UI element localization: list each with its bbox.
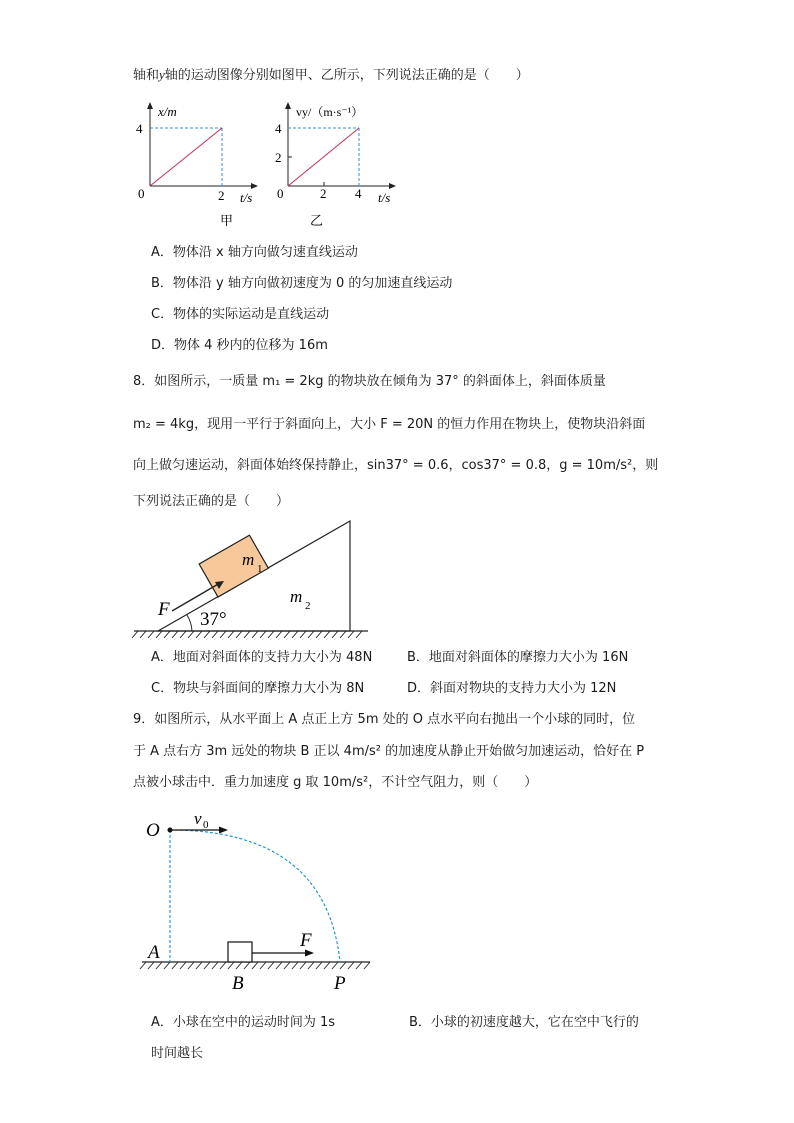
q8-force-arrow xyxy=(172,583,220,611)
q8-block-label-main: m xyxy=(242,550,255,569)
q9-trajectory xyxy=(170,830,340,962)
q9-ball xyxy=(168,828,173,833)
intro-text-b: 轴的运动图像分别如图甲、乙所示，下列说法正确的是（ ） xyxy=(164,68,529,83)
q9-label-A: A xyxy=(148,942,160,963)
q8-wedge-label-main: m xyxy=(290,587,303,606)
yi-x-arrow xyxy=(389,183,396,189)
yi-ylabel: vy/（m·s⁻¹） xyxy=(296,105,364,119)
q8-angle-arc xyxy=(187,615,192,631)
yi-ytick-2: 2 xyxy=(275,150,282,165)
q8-option-a: A．地面对斜面体的支持力大小为 48N xyxy=(151,650,373,665)
q8-angle-label: 37° xyxy=(200,609,227,630)
yi-line xyxy=(288,128,359,186)
jia-y-arrow xyxy=(147,102,153,109)
jia-origin: 0 xyxy=(138,186,145,201)
yi-ytick-4: 4 xyxy=(275,121,282,136)
q8-option-c: C．物块与斜面间的摩擦力大小为 8N xyxy=(151,681,365,696)
q8-line1: 8．如图所示，一质量 m₁ = 2kg 的物块放在倾角为 37° 的斜面体上，斜面体质量 xyxy=(133,374,606,389)
q7-option-c: C．物体的实际运动是直线运动 xyxy=(151,307,330,322)
graph-yi xyxy=(272,98,412,238)
q9-label-v0-sub: 0 xyxy=(203,819,209,831)
yi-y-arrow xyxy=(285,102,291,109)
q9-line1: 9．如图所示，从水平面上 A 点正上方 5m 处的 O 点水平向右抛出一个小球的同时，位 xyxy=(133,712,636,727)
q8-force-label: F xyxy=(158,599,170,620)
yi-caption: 乙 xyxy=(310,214,324,229)
q8-incline-figure xyxy=(130,515,380,645)
jia-x-arrow xyxy=(251,183,258,189)
q9-projectile-figure xyxy=(130,808,390,998)
jia-ylabel: x/m xyxy=(158,104,177,119)
jia-xlabel: t/s xyxy=(240,190,253,205)
q8-ground-hatch xyxy=(132,631,362,638)
q9-label-B: B xyxy=(232,973,244,994)
jia-caption: 甲 xyxy=(220,214,234,229)
jia-xtick: 2 xyxy=(218,188,225,203)
q9-label-F: F xyxy=(300,930,312,951)
q9-option-b: B．小球的初速度越大，它在空中飞行的 xyxy=(409,1015,639,1030)
q7-option-a: A．物体沿 x 轴方向做匀速直线运动 xyxy=(151,245,358,260)
q8-wedge-label-sub: 2 xyxy=(305,600,311,612)
q8-line3: 向上做匀速运动，斜面体始终保持静止，sin37° = 0.6，cos37° = 0.8，g = 10m/s²，则 xyxy=(133,458,659,473)
intro-y-var: y xyxy=(159,67,165,82)
jia-line xyxy=(150,128,222,186)
jia-ytick: 4 xyxy=(136,121,143,136)
q9-option-b-cont: 时间越长 xyxy=(151,1046,204,1061)
q9-ground-hatch xyxy=(140,962,370,969)
graph-jia xyxy=(130,98,270,238)
q7-option-d: D．物体 4 秒内的位移为 16m xyxy=(151,338,328,353)
yi-xlabel: t/s xyxy=(378,190,391,205)
q9-v0-arrowhead xyxy=(219,827,228,834)
q9-label-O: O xyxy=(146,820,160,841)
yi-origin: 0 xyxy=(277,186,284,201)
yi-xtick-2: 2 xyxy=(320,186,327,201)
q8-option-b: B．地面对斜面体的摩擦力大小为 16N xyxy=(407,650,629,665)
q8-line2: m₂ = 4kg，现用一平行于斜面向上，大小 F = 20N 的恒力作用在物块上，使物块沿斜面 xyxy=(133,417,646,432)
q8-block-label-sub: 1 xyxy=(257,563,263,575)
q9-label-v0-main: v xyxy=(194,809,202,828)
q9-line2: 于 A 点右方 3m 远处的物块 B 正以 4m/s² 的加速度从静止开始做匀加速运动，恰好在 P xyxy=(133,744,645,759)
q9-line3: 点被小球击中．重力加速度 g 取 10m/s²，不计空气阻力，则（ ） xyxy=(133,775,538,790)
q9-label-P: P xyxy=(334,973,346,994)
intro-text-a: 轴和 xyxy=(133,68,160,83)
yi-xtick-4: 4 xyxy=(355,186,362,201)
q9-option-a: A．小球在空中的运动时间为 1s xyxy=(151,1015,336,1030)
q8-line4: 下列说法正确的是（ ） xyxy=(133,494,290,509)
q7-option-b: B．物体沿 y 轴方向做初速度为 0 的匀加速直线运动 xyxy=(151,276,453,291)
q9-block-B xyxy=(228,942,252,962)
q8-option-d: D．斜面对物块的支持力大小为 12N xyxy=(407,681,617,696)
intro-line xyxy=(133,66,529,85)
